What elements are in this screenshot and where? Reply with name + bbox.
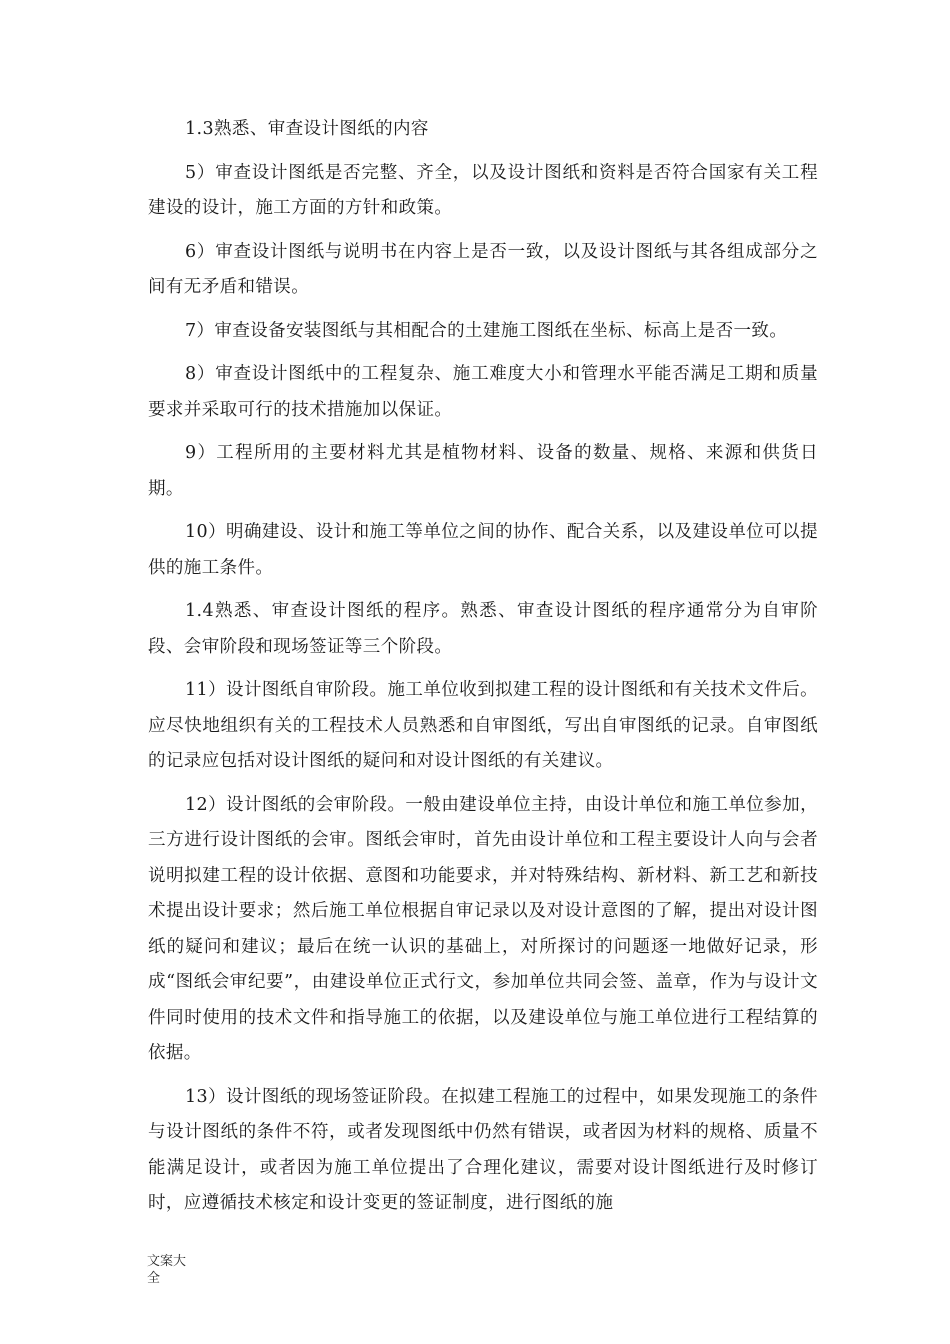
section-heading-1-4: 1.4熟悉、审查设计图纸的程序。熟悉、审查设计图纸的程序通常分为自审阶段、会审阶段和现场签证等三个阶段。	[148, 601, 818, 657]
section-heading-1-3: 1.3熟悉、审查设计图纸的内容	[185, 119, 429, 139]
paragraph-item-8: 8）审查设计图纸中的工程复杂、施工难度大小和管理水平能否满足工期和质量要求并采取可行的技术措施加以保证。	[148, 364, 818, 420]
paragraph-item-10: 10）明确建设、设计和施工等单位之间的协作、配合关系，以及建设单位可以提供的施工条件。	[148, 522, 818, 578]
paragraph-item-6: 6）审查设计图纸与说明书在内容上是否一致，以及设计图纸与其各组成部分之间有无矛盾和错误。	[148, 241, 818, 297]
paragraph-item-11: 11）设计图纸自审阶段。施工单位收到拟建工程的设计图纸和有关技术文件后。应尽快地组织有关的工程技术人员熟悉和自审图纸，写出自审图纸的记录。自审图纸的记录应包括对设计图纸的疑问和对设计图纸的有关建议。	[148, 680, 818, 771]
paragraph-item-5: 5）审查设计图纸是否完整、齐全，以及设计图纸和资料是否符合国家有关工程建设的设计，施工方面的方针和政策。	[148, 162, 818, 218]
paragraph-item-9: 9）工程所用的主要材料尤其是植物材料、设备的数量、规格、来源和供货日期。	[148, 443, 818, 499]
paragraph-item-13: 13）设计图纸的现场签证阶段。在拟建工程施工的过程中，如果发现施工的条件与设计图纸的条件不符，或者发现图纸中仍然有错误，或者因为材料的规格、质量不能满足设计，或者因为施工单位提出了合理化建议，需要对设计图纸进行及时修订时，应遵循技术核定和设计变更的签证制度，进行图纸的施	[148, 1086, 818, 1213]
paragraph-item-7: 7）审查设备安装图纸与其相配合的土建施工图纸在坐标、标高上是否一致。	[185, 320, 788, 341]
paragraph-item-12: 12）设计图纸的会审阶段。一般由建设单位主持，由设计单位和施工单位参加，三方进行设计图纸的会审。图纸会审时，首先由设计单位和工程主要设计人向与会者说明拟建工程的设计依据、意图和功能要求，并对特殊结构、新材料、新工艺和新技术提出设计要求；然后施工单位根据自审记录以及对设计意图的了解，提出对设计图纸的疑问和建议；最后在统一认识的基础上，对所探讨的问题逐一地做好记录，形成“图纸会审纪要”，由建设单位正式行文，参加单位共同会签、盖章，作为与设计文件同时使用的技术文件和指导施工的依据，以及建设单位与施工单位进行工程结算的依据。	[148, 794, 818, 1063]
page-footer: 文案大全	[147, 1254, 187, 1286]
document-body	[148, 112, 818, 1230]
